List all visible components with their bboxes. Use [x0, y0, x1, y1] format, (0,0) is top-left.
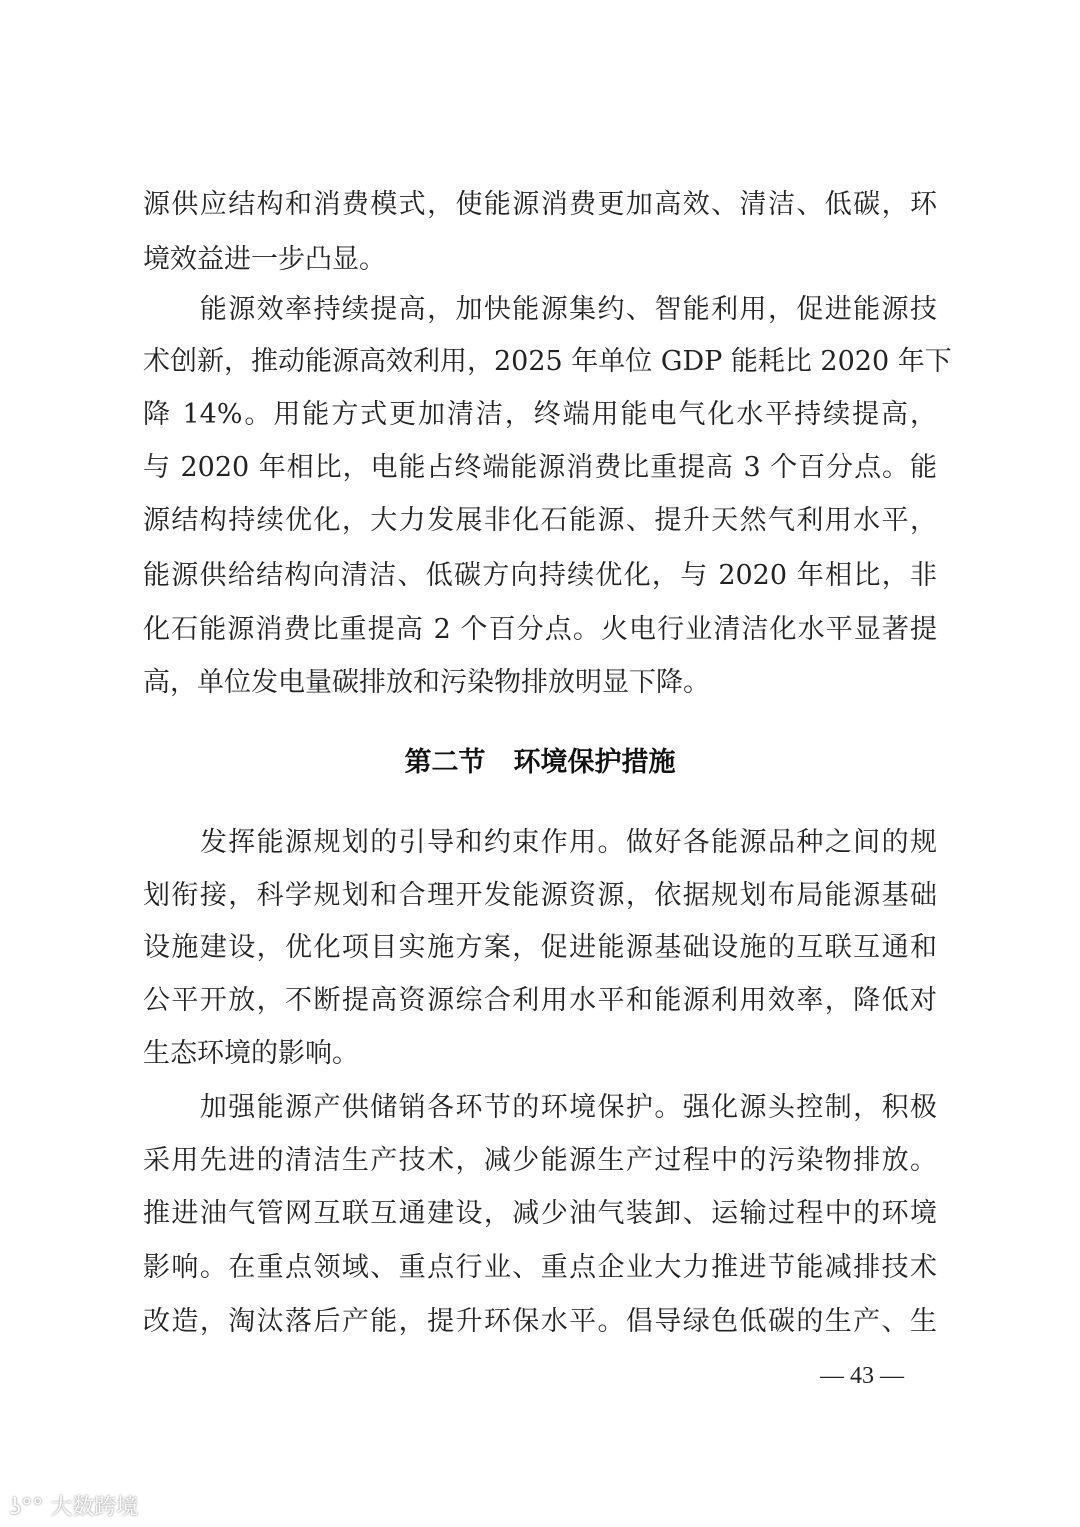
text-line: 源供应结构和消费模式，使能源消费更加高效、清洁、低碳，环 — [143, 189, 937, 220]
text-line: 能源供给结构向清洁、低碳方向持续优化，与 2020 年相比，非 — [143, 560, 937, 591]
text-line: 设施建设，优化项目实施方案，促进能源基础设施的互联互通和 — [143, 932, 937, 963]
section-title: 环境保护措施 — [513, 747, 676, 778]
text-line: 高，单位发电量碳排放和污染物排放明显下降。 — [143, 667, 710, 698]
watermark-logo-icon: ʖ°° — [10, 1495, 44, 1520]
section-number: 第二节 — [404, 747, 486, 778]
text-line: 采用先进的清洁生产技术，减少能源生产过程中的污染物排放。 — [143, 1145, 937, 1176]
text-line: 源结构持续优化，大力发展非化石能源、提升天然气利用水平， — [143, 505, 937, 536]
watermark-text: 大数跨境 — [50, 1495, 139, 1520]
section-heading — [0, 743, 1080, 783]
text-line: 划衔接，科学规划和合理开发能源资源，依据规划布局能源基础 — [143, 880, 937, 911]
text-line: 推进油气管网互联互通建设，减少油气装卸、运输过程中的环境 — [143, 1198, 937, 1229]
text-line: 与 2020 年相比，电能占终端能源消费比重提高 3 个百分点。能 — [143, 452, 937, 483]
text-line: 生态环境的影响。 — [143, 1038, 359, 1069]
page-number: — 43 — — [820, 1363, 904, 1389]
text-line: 降 14%。用能方式更加清洁，终端用能电气化水平持续提高， — [143, 399, 937, 430]
text-line: 发挥能源规划的引导和约束作用。做好各能源品种之间的规 — [143, 827, 937, 858]
text-line: 影响。在重点领域、重点行业、重点企业大力推进节能减排技术 — [143, 1252, 937, 1283]
text-line: 术创新，推动能源高效利用，2025 年单位 GDP 能耗比 2020 年下 — [143, 346, 952, 377]
text-line: 能源效率持续提高，加快能源集约、智能利用，促进能源技 — [143, 294, 937, 325]
text-line: 加强能源产供储销各环节的环境保护。强化源头控制，积极 — [143, 1092, 937, 1123]
text-line: 公平开放，不断提高资源综合利用水平和能源利用效率，降低对 — [143, 985, 937, 1016]
text-line: 境效益进一步凸显。 — [143, 244, 386, 275]
text-line: 化石能源消费比重提高 2 个百分点。火电行业清洁化水平显著提 — [143, 614, 937, 645]
watermark — [10, 1490, 138, 1521]
text-line: 改造，淘汰落后产能，提升环保水平。倡导绿色低碳的生产、生 — [143, 1306, 937, 1337]
